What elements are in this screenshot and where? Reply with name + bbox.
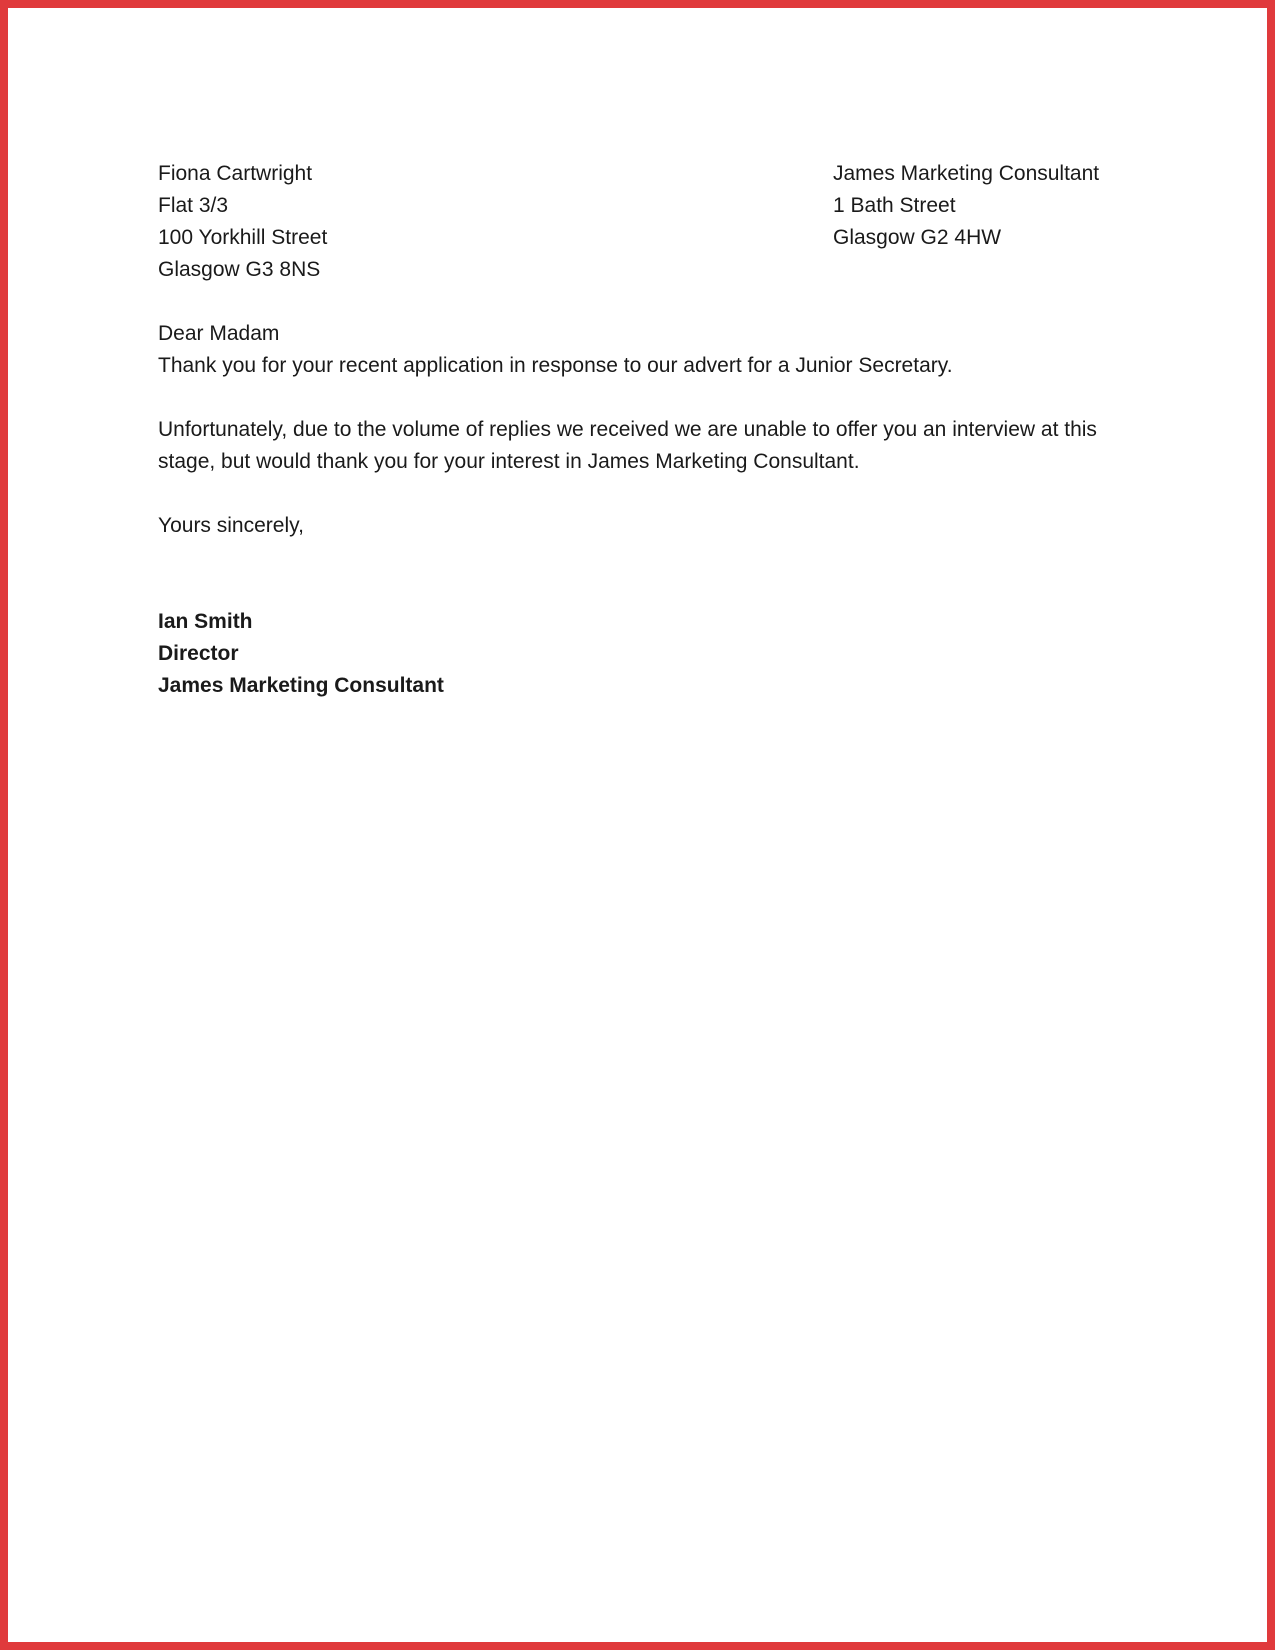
recipient-city-postcode: Glasgow G2 4HW xyxy=(833,226,1002,249)
letter-body xyxy=(158,318,1148,702)
paragraph-spacer xyxy=(158,382,1148,414)
signature-block xyxy=(158,606,1148,702)
sender-address-line1: Flat 3/3 xyxy=(158,194,229,217)
signatory-name: Ian Smith xyxy=(158,610,253,633)
signatory-company: James Marketing Consultant xyxy=(158,674,444,697)
sender-address-line2: 100 Yorkhill Street xyxy=(158,226,328,249)
signatory-title: Director xyxy=(158,642,239,665)
closing: Yours sincerely, xyxy=(158,514,304,537)
recipient-street: 1 Bath Street xyxy=(833,194,956,217)
paragraph-thank-you: Thank you for your recent application in response to our advert for a Junior Secretary. xyxy=(158,354,953,377)
salutation: Dear Madam xyxy=(158,322,280,345)
signature-spacer xyxy=(158,542,1148,606)
recipient-address-block xyxy=(833,158,1153,254)
sender-name: Fiona Cartwright xyxy=(158,162,313,185)
recipient-company: James Marketing Consultant xyxy=(833,162,1100,185)
paragraph-rejection: Unfortunately, due to the volume of replies we received we are unable to offer you an interview at this stage, but would thank you for your interest in James Marketing Consultant. xyxy=(158,418,1097,473)
sender-city-postcode: Glasgow G3 8NS xyxy=(158,258,321,281)
paragraph-spacer xyxy=(158,478,1148,510)
sender-address-block xyxy=(158,158,658,286)
